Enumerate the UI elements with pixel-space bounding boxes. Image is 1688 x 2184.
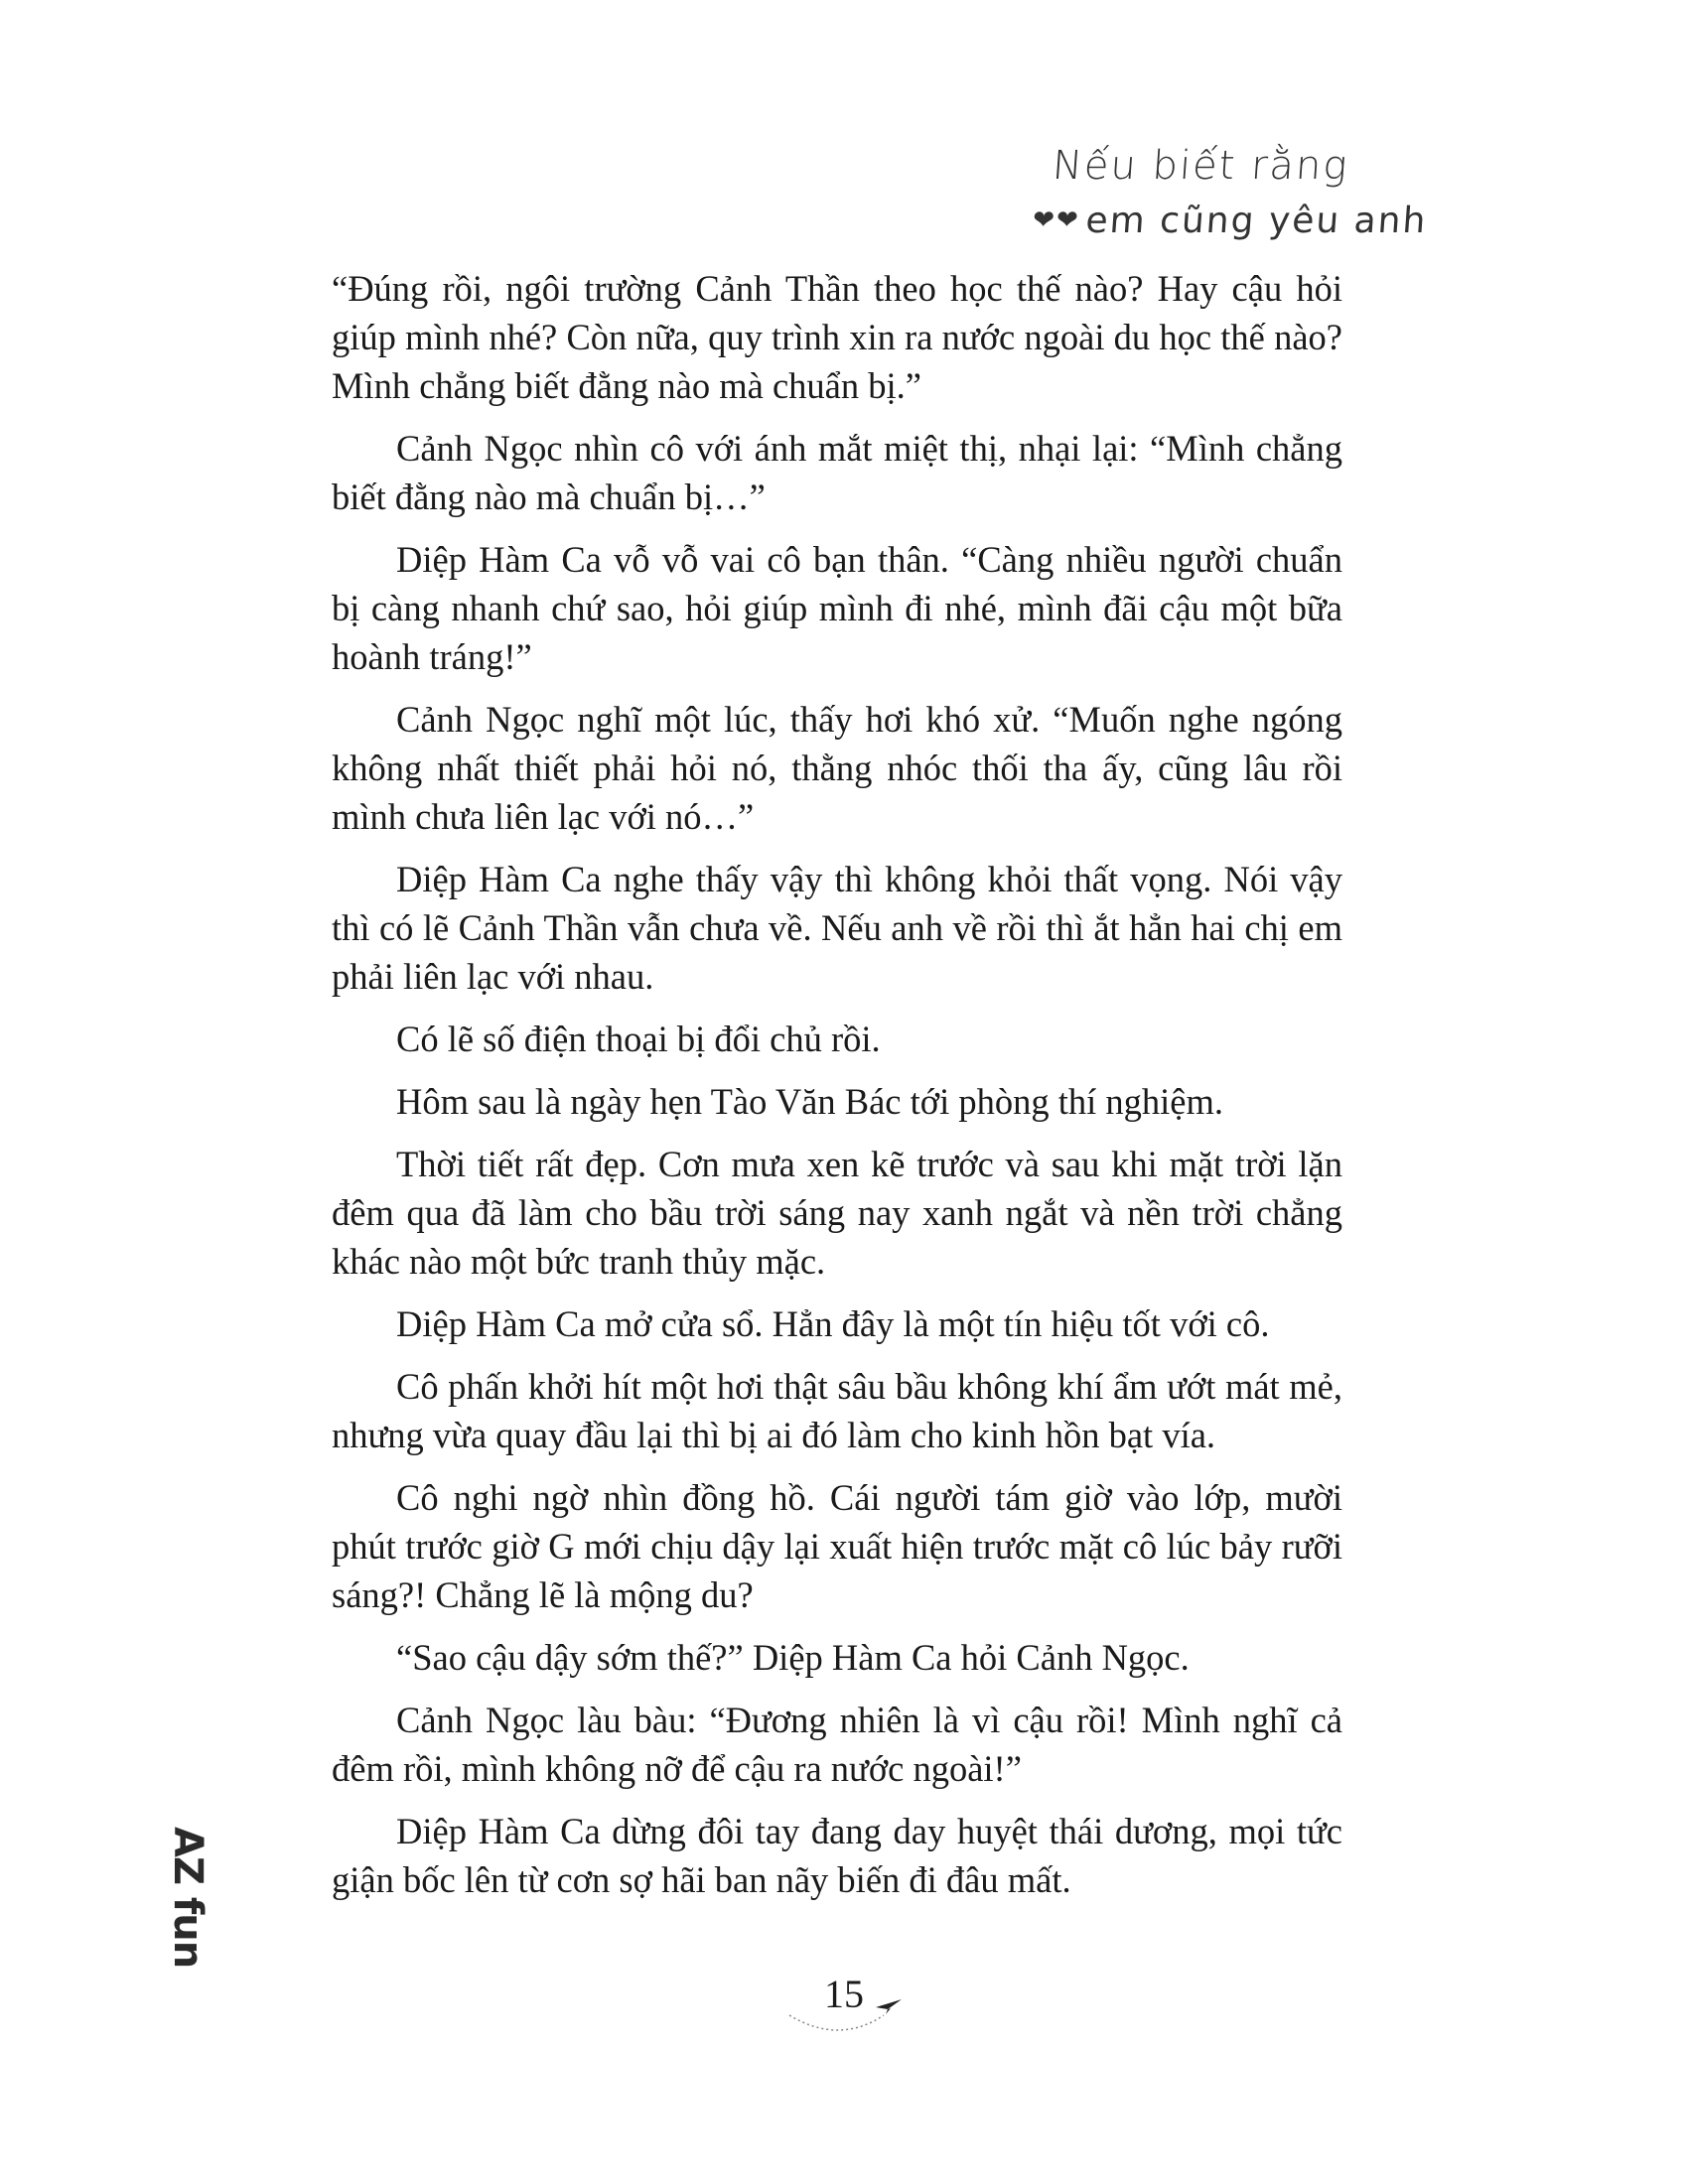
paragraph: Diệp Hàm Ca mở cửa sổ. Hẳn đây là một tín hiệu tốt với cô.	[396, 1303, 1270, 1344]
header-title-line1: Nếu biết rằng	[1051, 143, 1351, 189]
paragraph: “Đúng rồi, ngôi trường Cảnh Thần theo học thế nào? Hay cậu hỏi giúp mình nhé? Còn nữa, quy trình xin ra nước ngoài du học thế nào? Mình chẳng biết đằng nào mà chuẩn bị.”	[332, 268, 1342, 406]
paragraph: Có lẽ số điện thoại bị đổi chủ rồi.	[396, 1019, 881, 1059]
heart-icon: ❤❤	[1031, 205, 1081, 235]
paragraph: Cô nghi ngờ nhìn đồng hồ. Cái người tám giờ vào lớp, mười phút trước giờ G mới chịu dậy lại xuất hiện trước mặt cô lúc bảy rưỡi sáng?! Chẳng lẽ là mộng du?	[332, 1477, 1342, 1615]
paragraph: Hôm sau là ngày hẹn Tào Văn Bác tới phòng thí nghiệm.	[396, 1081, 1223, 1122]
paragraph: Diệp Hàm Ca vỗ vỗ vai cô bạn thân. “Càng nhiều người chuẩn bị càng nhanh chứ sao, hỏi giúp mình đi nhé, mình đãi cậu một bữa hoành tráng!”	[332, 539, 1342, 677]
page-number: 15	[824, 1972, 864, 2016]
paragraph: Cảnh Ngọc làu bàu: “Đương nhiên là vì cậu rồi! Mình nghĩ cả đêm rồi, mình không nỡ để cậu ra nước ngoài!”	[332, 1700, 1342, 1789]
paragraph: Cảnh Ngọc nhìn cô với ánh mắt miệt thị, nhại lại: “Mình chẳng biết đằng nào mà chuẩn bị…”	[332, 428, 1342, 517]
paragraph: “Sao cậu dậy sớm thế?” Diệp Hàm Ca hỏi Cảnh Ngọc.	[396, 1637, 1190, 1678]
header-title-line2	[1032, 201, 1429, 241]
running-header	[1031, 129, 1429, 258]
body-text	[332, 264, 1342, 1918]
header-title-line2-text: em cũng yêu anh	[1084, 201, 1429, 241]
paper-plane-icon	[874, 1995, 904, 2015]
paragraph: Cô phấn khởi hít một hơi thật sâu bầu không khí ẩm ướt mát mẻ, nhưng vừa quay đầu lại thì bị ai đó làm cho kinh hồn bạt vía.	[332, 1366, 1342, 1455]
publisher-logo: AZ fun	[165, 1827, 211, 1969]
paragraph: Thời tiết rất đẹp. Cơn mưa xen kẽ trước và sau khi mặt trời lặn đêm qua đã làm cho bầu trời sáng nay xanh ngắt và nền trời chẳng khác nào một bức tranh thủy mặc.	[332, 1144, 1342, 1282]
paragraph: Cảnh Ngọc nghĩ một lúc, thấy hơi khó xử. “Muốn nghe ngóng không nhất thiết phải hỏi nó, thằng nhóc thối tha ấy, cũng lâu rồi mình chưa liên lạc với nó…”	[332, 699, 1342, 837]
paragraph: Diệp Hàm Ca dừng đôi tay đang day huyệt thái dương, mọi tức giận bốc lên từ cơn sợ hãi ban nãy biến đi đâu mất.	[332, 1811, 1342, 1900]
paragraph: Diệp Hàm Ca nghe thấy vậy thì không khỏi thất vọng. Nói vậy thì có lẽ Cảnh Thần vẫn chưa về. Nếu anh về rồi thì ắt hẳn hai chị em phải liên lạc với nhau.	[332, 859, 1342, 997]
